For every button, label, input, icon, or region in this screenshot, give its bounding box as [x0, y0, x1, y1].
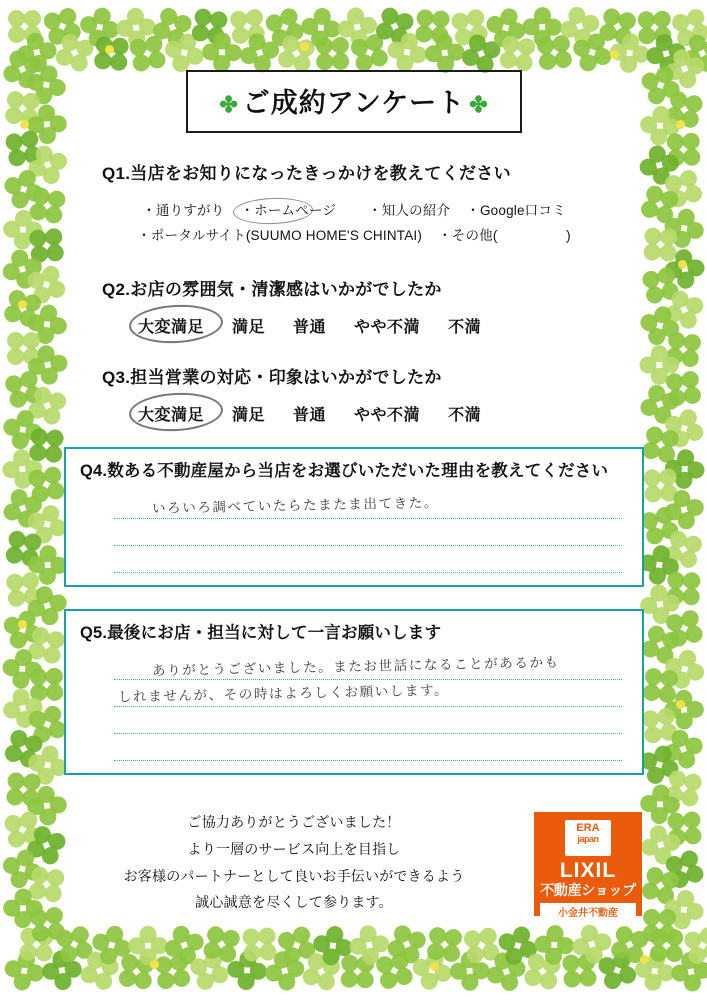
clover-icon	[3, 129, 42, 168]
clover-icon	[4, 570, 41, 607]
dot-icon	[150, 960, 159, 969]
clover-icon	[637, 742, 682, 787]
page-title-text: ご成約アンケート	[242, 88, 466, 118]
clover-icon	[373, 5, 417, 49]
clover-icon	[409, 948, 455, 994]
clover-icon	[24, 142, 70, 188]
clover-icon	[661, 726, 707, 772]
clover-icon	[190, 7, 229, 46]
q4-answer-area[interactable]	[80, 492, 628, 573]
q4-line-1[interactable]	[114, 492, 622, 519]
clover-icon	[27, 465, 67, 505]
clover-icon	[28, 866, 67, 905]
clover-icon	[663, 168, 706, 211]
q3-heading: Q3.担当営業の対応・印象はいかがでしたか	[102, 367, 442, 387]
clover-icon	[638, 503, 681, 546]
q5-handwriting-2: しれませんが、その時はよろしくお願いします。	[117, 682, 450, 706]
clover-icon	[414, 9, 450, 45]
question-q3	[64, 363, 644, 425]
dot-icon	[678, 260, 687, 269]
clover-icon	[334, 3, 381, 50]
q5-heading: Q5.最後にお店・担当に対して一言お願いします	[80, 623, 442, 642]
q1-option-3[interactable]: ・Google口コミ	[466, 203, 566, 218]
q2-choice-3[interactable]: やや不満	[354, 318, 421, 336]
footer-line-2: より一層のサービス向上を目指し	[187, 841, 401, 858]
q2-choice-2[interactable]: 普通	[293, 318, 327, 336]
clover-icon	[8, 10, 42, 44]
clover-icon	[154, 952, 192, 990]
clover-icon	[449, 7, 489, 47]
clover-icon	[642, 29, 689, 76]
dot-icon	[640, 955, 649, 964]
q4-handwriting-1: いろいろ調べていたらたまたま出てきた。	[151, 494, 440, 517]
question-q4-box	[64, 447, 644, 587]
clover-icon	[188, 949, 233, 994]
q5-line-2[interactable]	[114, 680, 622, 707]
clover-icon	[340, 953, 375, 988]
era-badge-icon	[565, 820, 611, 856]
clover-icon	[27, 185, 67, 225]
clover-ornament-left: ✤	[219, 92, 239, 117]
clover-icon	[260, 947, 307, 994]
footer-line-4: 誠心誠意を尽くして参ります。	[195, 894, 393, 911]
q2-choice-4[interactable]: 不満	[448, 318, 482, 336]
clover-icon	[640, 265, 681, 306]
clover-icon	[300, 950, 343, 993]
clover-icon	[29, 427, 66, 464]
clover-icon	[640, 425, 681, 466]
clover-icon	[681, 31, 707, 74]
clover-icon	[29, 227, 66, 264]
clover-icon	[519, 3, 567, 51]
clover-icon	[6, 332, 40, 366]
clover-icon	[4, 90, 41, 127]
clover-icon	[662, 407, 707, 452]
logo-company: 小金井不動産	[540, 903, 636, 920]
dot-icon	[20, 120, 29, 129]
clover-icon	[523, 951, 563, 991]
clover-icon	[665, 370, 703, 408]
clover-icon	[24, 502, 70, 548]
clover-icon	[150, 4, 195, 49]
q2-heading: Q2.お店の雰囲気・清潔感はいかがでしたか	[102, 279, 442, 299]
q1-option-2[interactable]: ・知人の紹介	[368, 203, 451, 218]
dot-icon	[676, 120, 685, 129]
question-q5-box	[64, 609, 644, 776]
clover-icon	[636, 9, 671, 44]
clover-icon	[666, 571, 701, 606]
clover-icon	[2, 288, 44, 330]
clover-icon	[643, 908, 678, 943]
clover-icon	[26, 704, 68, 746]
clover-icon	[662, 847, 706, 891]
dot-icon	[430, 962, 439, 971]
q3-choice-2[interactable]: 普通	[293, 406, 327, 424]
clover-icon	[595, 949, 639, 993]
clover-icon	[0, 246, 46, 293]
q4-heading: Q4.数ある不動産屋から当店をお選びいただいた理由を教えてください	[80, 461, 609, 480]
clover-icon	[663, 528, 706, 571]
clover-icon	[0, 445, 47, 493]
q1-option-1[interactable]: ・ホームページ	[240, 203, 337, 218]
clover-icon	[19, 927, 55, 963]
q3-choice-0[interactable]: 大変満足	[138, 402, 204, 425]
dot-icon	[18, 300, 27, 309]
clover-icon	[661, 646, 707, 692]
clover-icon	[641, 706, 680, 745]
clover-icon	[30, 668, 65, 703]
page-title	[186, 70, 522, 133]
q2-scale	[64, 314, 644, 337]
clover-icon	[374, 950, 415, 991]
survey-page	[64, 52, 644, 952]
clover-icon	[483, 4, 529, 50]
q1-options	[64, 199, 644, 249]
clover-icon	[0, 846, 46, 892]
clover-icon	[562, 953, 598, 989]
logo-shop: 不動産ショップ	[540, 882, 636, 899]
clover-icon	[28, 906, 66, 944]
clover-icon	[641, 666, 679, 704]
q1-heading: Q1.当店をお知りになったきっかけを教えてください	[102, 164, 511, 183]
q4-line-2[interactable]	[114, 519, 622, 546]
clover-icon	[0, 406, 46, 453]
clover-icon	[5, 771, 41, 807]
clover-icon	[662, 287, 707, 332]
clover-icon	[77, 949, 122, 994]
dot-icon	[300, 42, 309, 51]
clover-icon	[660, 205, 707, 252]
clover-icon	[660, 245, 707, 293]
clover-icon	[112, 3, 160, 51]
clover-icon	[41, 6, 83, 48]
clover-icon	[0, 685, 47, 732]
clover-icon	[2, 368, 44, 410]
clover-icon	[663, 88, 704, 129]
era-badge-sub: japan	[577, 833, 599, 844]
q5-line-1[interactable]	[114, 653, 622, 680]
q5-line-3[interactable]	[114, 707, 622, 734]
clover-icon	[638, 63, 683, 108]
clover-icon	[660, 685, 707, 733]
clover-icon	[0, 205, 47, 253]
clover-icon	[660, 445, 707, 493]
clover-icon	[223, 947, 271, 995]
clover-icon	[649, 928, 684, 963]
clover-icon	[660, 485, 707, 532]
clover-icon	[630, 947, 677, 994]
clover-icon	[596, 6, 637, 47]
q4-line-3[interactable]	[114, 546, 622, 573]
dot-icon	[18, 620, 27, 629]
q1-option-5[interactable]: ・その他( )	[438, 227, 571, 243]
clover-icon	[666, 811, 702, 847]
q3-choice-3[interactable]: やや不満	[354, 406, 421, 424]
clover-icon	[665, 330, 703, 368]
clover-icon	[1, 947, 48, 994]
question-q2	[64, 275, 644, 337]
q1-option-4[interactable]: ・ポータルサイト(SUUMO HOME'S CHINTAI)	[137, 227, 423, 243]
logo-brand: LIXIL	[559, 859, 617, 882]
clover-icon	[638, 623, 683, 668]
clover-icon	[682, 924, 707, 966]
question-q1	[64, 159, 644, 249]
footer-line-1: ご協力ありがとうございました！	[187, 814, 401, 831]
clover-icon	[3, 529, 42, 568]
clover-icon	[666, 131, 701, 166]
q3-choice-1[interactable]: 満足	[232, 406, 266, 424]
clover-icon	[670, 6, 707, 49]
clover-icon	[0, 645, 47, 693]
clover-icon	[38, 947, 86, 995]
clover-icon	[660, 885, 707, 932]
q2-choice-1[interactable]: 満足	[232, 318, 266, 336]
footer-line-3: お客様のパートナーとして良いお手伝いができるよう	[123, 867, 465, 884]
clover-icon	[26, 624, 68, 666]
clover-icon	[262, 5, 306, 49]
clover-icon	[642, 227, 678, 263]
clover-icon	[557, 4, 603, 50]
q5-handwriting-1: ありがとうございました。またお世話になることがあるかも	[151, 655, 560, 680]
clover-ornament-right: ✤	[469, 92, 489, 117]
q2-choice-0[interactable]: 大変満足	[138, 314, 204, 337]
q1-option-0[interactable]: ・通りすがり	[142, 203, 225, 218]
clover-icon	[0, 486, 45, 531]
clover-icon	[1, 727, 45, 771]
clover-icon	[642, 467, 678, 503]
clover-icon	[297, 3, 345, 51]
clover-icon	[1, 47, 45, 91]
dot-icon	[676, 700, 685, 709]
clover-icon	[24, 822, 69, 867]
clover-icon	[664, 769, 704, 809]
clover-icon	[638, 183, 681, 226]
clover-icon	[483, 948, 529, 994]
clover-icon	[76, 4, 123, 51]
lixil-shop-logo	[534, 812, 642, 919]
q3-choice-4[interactable]: 不満	[448, 406, 482, 424]
clover-icon	[25, 383, 69, 427]
clover-icon	[1, 607, 45, 651]
era-badge-main: ERA	[576, 822, 600, 834]
clover-icon	[663, 608, 704, 649]
q5-answer-area[interactable]	[80, 653, 628, 761]
clover-icon	[25, 263, 69, 307]
clover-icon	[3, 809, 43, 849]
clover-icon	[13, 29, 61, 77]
clover-icon	[117, 952, 155, 990]
q5-line-4[interactable]	[114, 734, 622, 761]
q3-scale	[64, 402, 644, 425]
clover-icon	[445, 947, 493, 995]
clover-icon	[0, 885, 47, 933]
clover-icon	[661, 46, 707, 92]
clover-icon	[639, 864, 681, 906]
clover-icon	[228, 8, 265, 45]
clover-icon	[0, 166, 45, 211]
clover-icon	[667, 947, 707, 995]
